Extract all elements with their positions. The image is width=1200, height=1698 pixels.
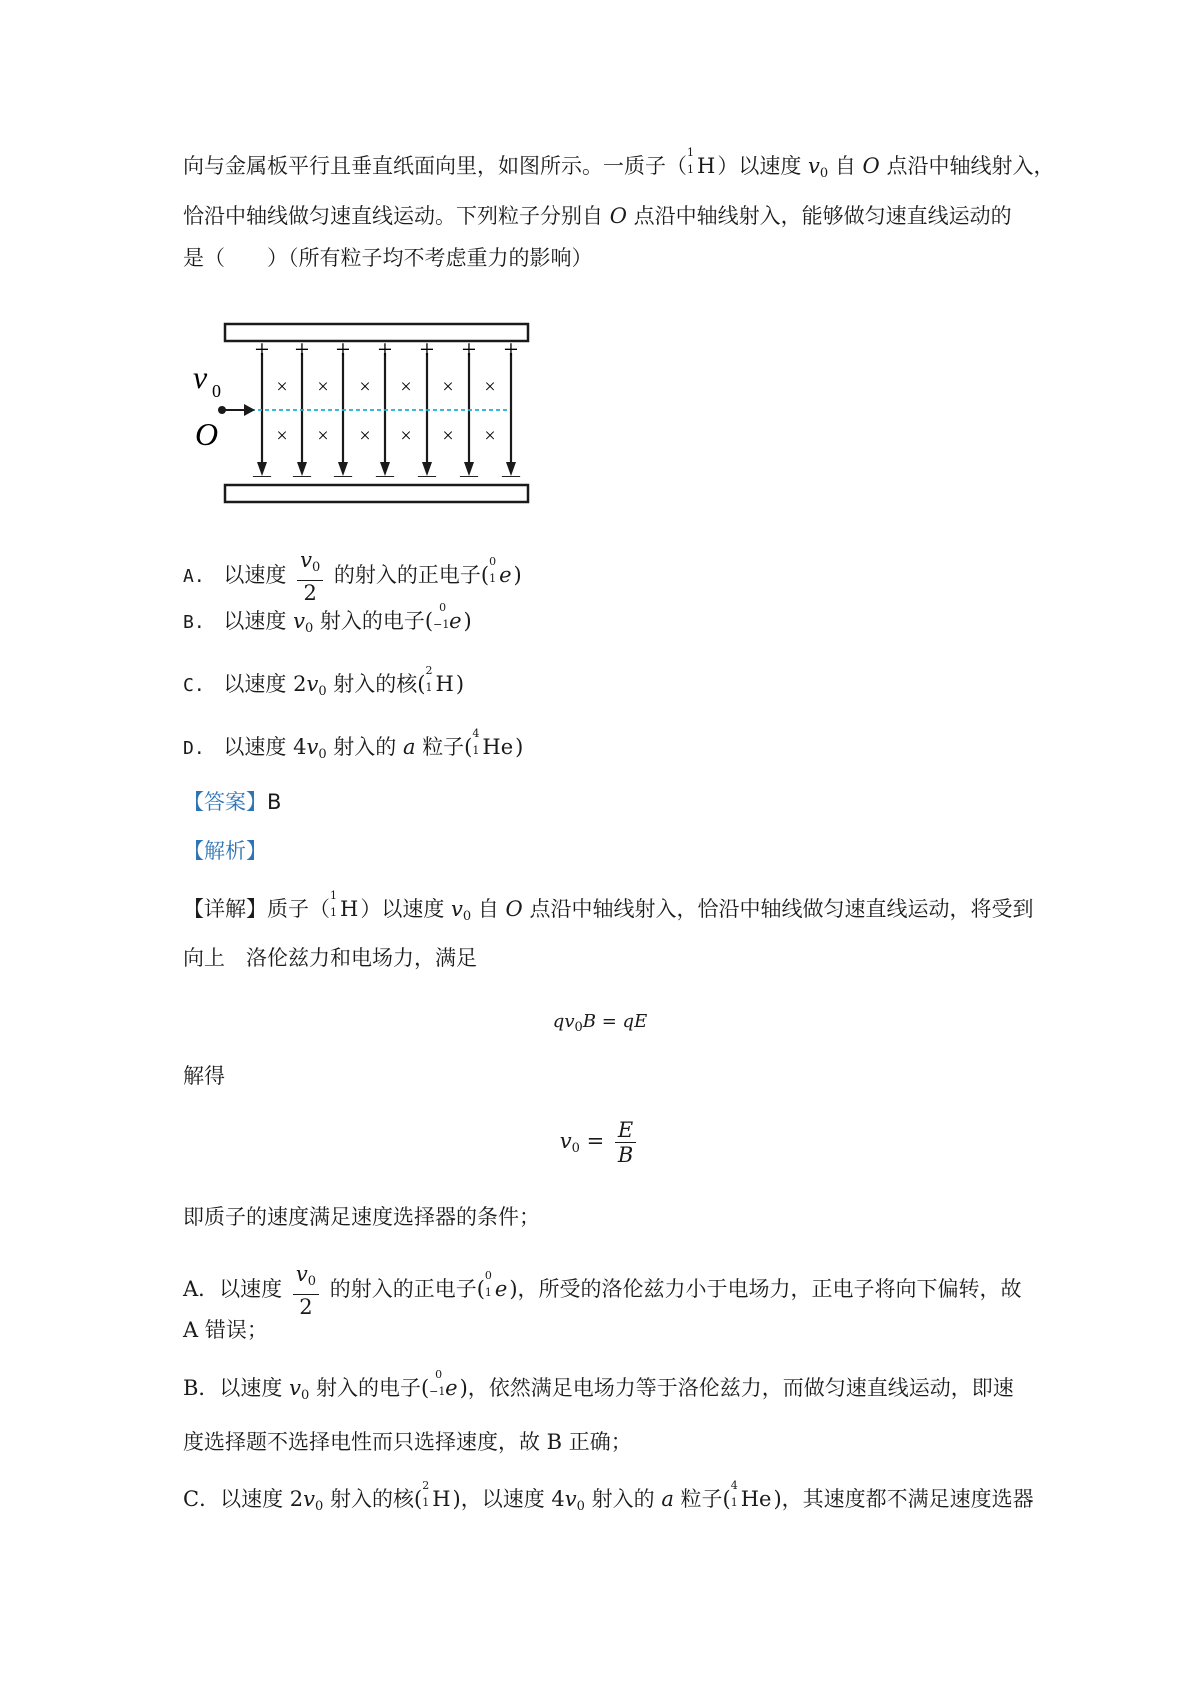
- denominator: 2: [299, 1295, 313, 1319]
- velocity-arrow-head: [244, 404, 255, 416]
- charge-number: 1: [484, 1286, 492, 1299]
- answer-line: [183, 787, 281, 817]
- velocity-selector-figure: [175, 313, 535, 513]
- negative-charges: [252, 465, 521, 485]
- answer-tag: 【答案】: [183, 790, 267, 814]
- detail-text: )，所受的洛伦兹力小于电场力，正电子将向下偏转，故: [509, 1277, 1022, 1301]
- helium-symbol: [472, 727, 514, 762]
- atomic-number: 1: [422, 1496, 430, 1509]
- option-text: 以速度: [223, 735, 287, 759]
- subscript: 0: [571, 1141, 580, 1156]
- o-label: O: [195, 416, 219, 452]
- denominator: B: [617, 1143, 634, 1167]
- detail-a-line-1: [183, 1262, 1022, 1319]
- option-text: 以速度: [223, 563, 287, 587]
- detail-text: A．以速度: [183, 1277, 283, 1301]
- mass-number: 1: [330, 889, 337, 902]
- option-b: [183, 601, 472, 644]
- detail-b-line-1: [183, 1368, 1014, 1411]
- option-d: [183, 727, 524, 770]
- detail-text: )，以速度: [452, 1487, 545, 1511]
- detail-line-2: 向上 洛伦兹力和电场力，满足: [183, 946, 477, 970]
- mass-number: 0: [489, 555, 497, 568]
- question-stem-line-1: [183, 146, 1055, 189]
- velocity-symbol: v: [559, 1129, 572, 1153]
- detail-text: )，其速度都不满足速度选器: [773, 1487, 1034, 1511]
- detail-text: 射入的核(: [329, 1487, 423, 1511]
- detail-text: 射入的电子(: [315, 1376, 430, 1400]
- charge-number: 1: [489, 572, 497, 585]
- plus-sign-4: +: [377, 335, 393, 364]
- equals-sign: =: [579, 1129, 611, 1153]
- bottom-plate: [225, 485, 528, 502]
- option-label: A.: [183, 566, 205, 587]
- plus-sign-2: +: [294, 335, 310, 364]
- subscript: 0: [819, 166, 829, 181]
- mass-number: 1: [687, 146, 694, 159]
- cross-2-1: ×: [276, 425, 288, 447]
- alpha-symbol: a: [661, 1487, 674, 1511]
- plus-sign-6: +: [461, 335, 477, 364]
- particle-symbol: e: [499, 563, 512, 587]
- equation-text: = q: [596, 1011, 635, 1032]
- plus-sign-1: +: [254, 335, 270, 364]
- cross-1-1: ×: [276, 376, 288, 398]
- option-text: ): [455, 672, 465, 696]
- velocity-symbol: v: [293, 609, 305, 633]
- detail-b-line-2: 度选择题不选择电性而只选择速度，故 B 正确；: [183, 1430, 632, 1454]
- element-symbol: H: [697, 154, 716, 178]
- cross-1-6: ×: [484, 376, 496, 398]
- plus-sign-3: +: [335, 335, 351, 364]
- mass-number: 2: [425, 664, 433, 677]
- mass-number: 4: [730, 1479, 738, 1492]
- subscript: 0: [574, 1020, 583, 1035]
- electron-symbol: [433, 601, 462, 636]
- stem-text: 向与金属板平行且垂直纸面向里，如图所示。一质子（: [183, 154, 687, 178]
- detail-text: 点沿中轴线射入，恰沿中轴线做匀速直线运动，将受到: [529, 897, 1034, 921]
- point-o: O: [505, 897, 523, 921]
- analysis-tag: 【解析】: [183, 839, 267, 863]
- stem-text: 自: [834, 154, 856, 178]
- proton-symbol: [330, 889, 359, 924]
- cross-1-3: ×: [359, 376, 371, 398]
- mass-number: 2: [422, 1479, 430, 1492]
- helium-symbol: [730, 1479, 772, 1514]
- minus-sign-5: —: [418, 465, 436, 485]
- subscript: 0: [301, 1388, 310, 1403]
- minus-sign-2: —: [293, 465, 311, 485]
- denominator: 2: [303, 581, 317, 605]
- cross-1-5: ×: [442, 376, 454, 398]
- cross-1-4: ×: [400, 376, 412, 398]
- mass-number: 0: [484, 1269, 492, 1282]
- subscript: 0: [576, 1499, 585, 1514]
- velocity-symbol: v: [808, 154, 820, 178]
- electric-field-lines: [257, 353, 516, 476]
- subscript: 0: [462, 909, 472, 924]
- element-symbol: H: [435, 672, 454, 696]
- option-text: 以速度: [223, 609, 287, 633]
- stem-text: ）以速度: [717, 154, 802, 178]
- cross-2-3: ×: [359, 425, 371, 447]
- equation-v0: [0, 1118, 1200, 1167]
- option-text: ): [513, 563, 522, 587]
- atomic-number: 1: [425, 681, 433, 694]
- cross-1-2: ×: [317, 376, 329, 398]
- detail-text: 质子（: [267, 897, 330, 921]
- particle-symbol: e: [494, 1277, 508, 1301]
- deuteron-symbol: [425, 664, 454, 699]
- minus-sign-7: —: [502, 465, 520, 485]
- stem-text: 点沿中轴线射入，能够做匀速直线运动的: [633, 204, 1012, 228]
- numerator: E: [615, 1118, 636, 1143]
- charge-number: −1: [429, 1385, 446, 1398]
- option-label: B.: [183, 612, 205, 633]
- detail-text: ）以速度: [360, 897, 445, 921]
- subscript: 0: [307, 1274, 317, 1289]
- detail-tag: 【详解】: [183, 897, 267, 921]
- subscript: 0: [318, 684, 327, 699]
- coefficient: 4: [293, 735, 307, 759]
- velocity-symbol: v: [306, 672, 319, 696]
- jiede-text: 解得: [183, 1064, 225, 1088]
- question-stem-line-3: 是（ ）（所有粒子均不考虑重力的影响）: [183, 246, 593, 270]
- atomic-number: 1: [730, 1496, 738, 1509]
- detail-text: C．以速度: [183, 1487, 284, 1511]
- particle-symbol: e: [449, 609, 462, 633]
- charge-number: −1: [433, 618, 450, 631]
- positron-symbol: [484, 1269, 508, 1304]
- option-c: [183, 664, 465, 707]
- coefficient: 2: [293, 672, 307, 696]
- subscript: 0: [304, 621, 314, 636]
- cross-2-4: ×: [400, 425, 412, 447]
- minus-sign-3: —: [334, 465, 352, 485]
- charge-symbol: q: [552, 1011, 565, 1032]
- option-label: C.: [183, 675, 205, 696]
- fraction-e-over-b: [615, 1118, 636, 1167]
- field-e-symbol: E: [634, 1011, 648, 1032]
- question-stem-line-2: [183, 201, 1012, 231]
- minus-sign-1: —: [253, 465, 271, 485]
- numerator: [293, 1262, 319, 1295]
- mass-number: 0: [439, 601, 447, 614]
- detail-a-line-2: A 错误；: [183, 1318, 268, 1342]
- velocity-symbol: v: [451, 897, 463, 921]
- minus-sign-4: —: [376, 465, 394, 485]
- velocity-symbol: v: [303, 1487, 316, 1511]
- condition-text: 即质子的速度满足速度选择器的条件；: [183, 1205, 540, 1229]
- proton-symbol: [687, 146, 716, 181]
- option-a: [183, 548, 522, 605]
- stem-text: 恰沿中轴线做匀速直线运动。下列粒子分别自: [183, 204, 603, 228]
- option-text: 以速度: [223, 672, 287, 696]
- plus-sign-7: +: [503, 335, 519, 364]
- top-plate: [225, 324, 528, 341]
- atomic-number: 1: [472, 744, 480, 757]
- detail-text: 射入的: [591, 1487, 655, 1511]
- particle-symbol: e: [445, 1376, 458, 1400]
- minus-sign-6: —: [460, 465, 478, 485]
- coefficient: 2: [289, 1487, 304, 1511]
- detail-text: 自: [477, 897, 499, 921]
- element-symbol: H: [432, 1487, 451, 1511]
- element-symbol: He: [740, 1487, 772, 1511]
- point-o: O: [862, 154, 880, 178]
- subscript: 0: [315, 1499, 324, 1514]
- v0-label-subscript: 0: [212, 381, 221, 401]
- fraction-v0-over-2: [297, 548, 323, 605]
- equation-force-balance: [0, 1007, 1200, 1043]
- element-symbol: H: [340, 897, 359, 921]
- deuteron-symbol: [422, 1479, 451, 1514]
- velocity-symbol: v: [289, 1376, 301, 1400]
- option-text: 射入的核(: [333, 672, 426, 696]
- cross-2-5: ×: [442, 425, 454, 447]
- detail-text: )，依然满足电场力等于洛伦兹力，而做匀速直线运动，即速: [459, 1376, 1014, 1400]
- option-text: ): [463, 609, 472, 633]
- mass-number: 0: [435, 1368, 443, 1381]
- cross-2-6: ×: [484, 425, 496, 447]
- cross-2-2: ×: [317, 425, 329, 447]
- option-text: 射入的: [333, 735, 397, 759]
- element-symbol: He: [482, 735, 514, 759]
- velocity-symbol: v: [306, 735, 319, 759]
- plus-sign-5: +: [419, 335, 435, 364]
- stem-text: 点沿中轴线射入，: [886, 154, 1055, 178]
- velocity-symbol: v: [564, 1011, 575, 1032]
- answer-value: B: [267, 790, 282, 814]
- fraction-v0-over-2: [293, 1262, 319, 1319]
- option-label: D.: [183, 738, 205, 759]
- atomic-number: 1: [687, 163, 694, 176]
- v0-label: v: [193, 359, 208, 395]
- velocity-symbol: v: [295, 1262, 308, 1286]
- option-text: 的射入的正电子(: [333, 563, 490, 587]
- coefficient: 4: [551, 1487, 565, 1511]
- option-text: 射入的电子(: [319, 609, 434, 633]
- subscript: 0: [318, 747, 327, 762]
- positron-symbol: [489, 555, 512, 590]
- numerator: [297, 548, 323, 581]
- detail-text: B．以速度: [183, 1376, 283, 1400]
- subscript: 0: [311, 560, 321, 575]
- atomic-number: 1: [330, 906, 337, 919]
- analysis-heading: [183, 836, 267, 866]
- field-b-symbol: B: [582, 1011, 596, 1032]
- detail-line-1: [183, 889, 1034, 932]
- detail-text: 的射入的正电子(: [329, 1277, 485, 1301]
- velocity-symbol: v: [300, 548, 312, 572]
- alpha-symbol: a: [402, 735, 416, 759]
- velocity-symbol: v: [564, 1487, 577, 1511]
- option-text: ): [515, 735, 524, 759]
- point-o: O: [609, 204, 627, 228]
- electron-symbol: [429, 1368, 458, 1403]
- mass-number: 4: [472, 727, 480, 740]
- option-text: 粒子(: [422, 735, 473, 759]
- detail-text: 粒子(: [680, 1487, 731, 1511]
- detail-c-line-1: [183, 1479, 1034, 1522]
